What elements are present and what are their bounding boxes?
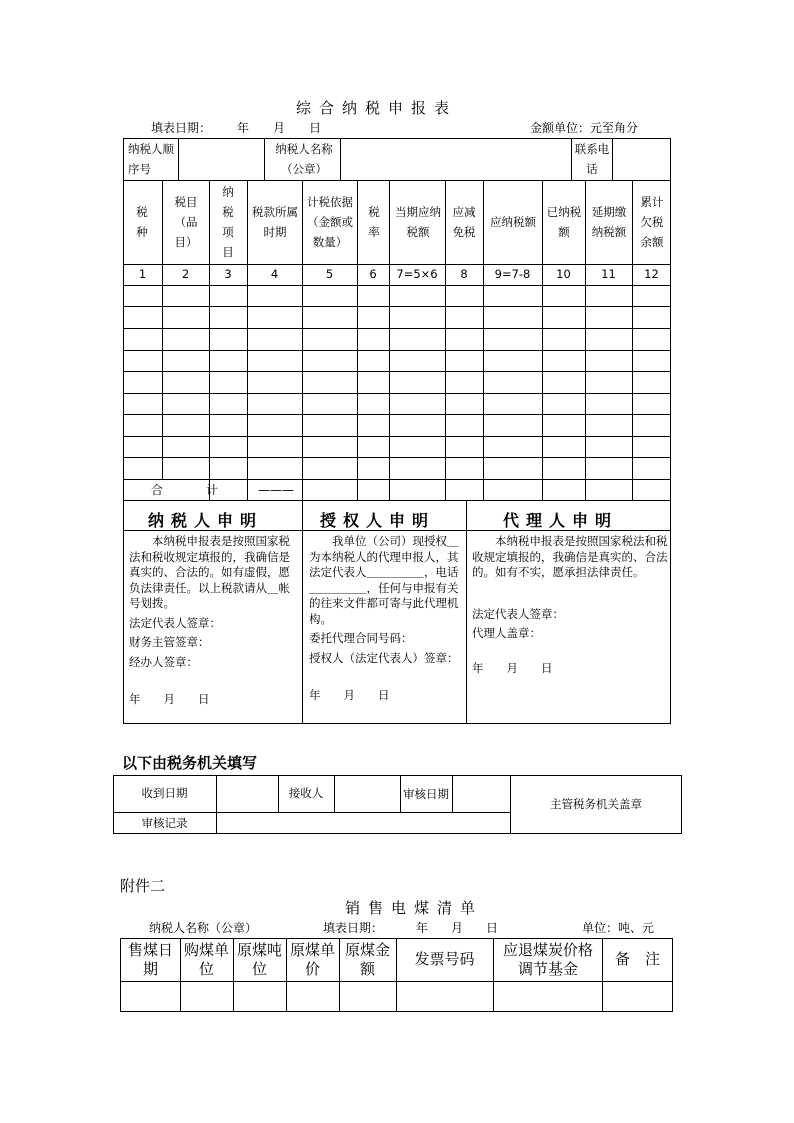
coal-col-tonnage: 原煤吨位 — [237, 940, 283, 978]
agent-declaration-title: 代理人申明 — [503, 511, 619, 530]
attachment-taxpayer-name: 纳税人名称（公章） — [149, 921, 258, 935]
col-number-8: 8 — [460, 267, 468, 281]
contact-phone-label: 联系电话 — [574, 142, 610, 176]
agent-legal-rep-label: 法定代表人签章： — [472, 606, 564, 621]
fill-date-day: 日 — [309, 121, 322, 135]
agent-declaration-text: 本纳税申报表是按照国家税法和税收规定填报的，我确信是真实的、合法的。如有不实，愿承担法律责任。 — [472, 534, 668, 579]
attachment-label: 附件二 — [120, 877, 166, 895]
col-number-9: 9=7-8 — [494, 267, 531, 281]
coal-col-refund-fund: 应退煤炭价格调节基金 — [502, 940, 593, 978]
col-number-2: 2 — [181, 267, 190, 281]
attachment-date-year: 年 — [416, 921, 429, 935]
attachment-date-month: 月 — [451, 921, 464, 935]
col-tax-paid: 已纳税额 — [546, 205, 582, 239]
authorization-declaration-title: 授权人申明 — [320, 511, 436, 530]
total-label-he: 合 — [151, 483, 164, 497]
col-tax-basis: 计税依据（金额或数量） — [307, 195, 353, 249]
taxpayer-handler-label: 经办人签章： — [129, 654, 198, 669]
total-dash: ——— — [258, 483, 294, 497]
authorization-declaration-date: 年 月 日 — [309, 688, 390, 702]
tax-office-heading: 以下由税务机关填写 — [122, 754, 258, 772]
col-number-6: 6 — [369, 267, 377, 281]
authorization-declaration-text: 我单位（公司）现授权＿为本纳税人的代理申报人，其法定代表人＿＿＿＿＿，电话＿＿＿＿＿，任何与申报有关的往来文件都可寄与此代理机构。 — [309, 534, 459, 626]
col-number-11: 11 — [601, 267, 616, 281]
col-number-3: 3 — [224, 267, 232, 281]
col-number-4: 4 — [270, 267, 279, 281]
coal-col-buyer: 购煤单位 — [184, 940, 230, 978]
taxpayer-declaration — [129, 534, 299, 670]
col-arrears-balance: 累计欠税余额 — [640, 195, 664, 249]
attachment-fill-date: 填表日期： — [323, 921, 384, 935]
col-tax-project: 纳税项目 — [222, 185, 234, 259]
col-tax-type: 税种 — [136, 205, 148, 239]
taxpayer-declaration-title: 纳税人申明 — [148, 511, 264, 530]
taxpayer-declaration-date: 年 月 日 — [129, 692, 210, 706]
authorization-contract-no-label: 委托代理合同号码： — [309, 631, 413, 645]
col-number-1: 1 — [138, 267, 147, 281]
col-tax-period: 税款所属时期 — [252, 205, 298, 239]
col-tax-rate: 税率 — [368, 205, 380, 239]
review-record-label: 审核记录 — [141, 815, 188, 830]
taxpayer-declaration-text: 本纳税申报表是按照国家税法和税收规定填报的，我确信是真实的、合法的。如有虚假，愿负法律责任。以上税款请从＿帐号划拨。 — [129, 534, 290, 610]
agent-declaration — [472, 534, 668, 642]
taxpayer-seq-label: 纳税人顺序号 — [128, 142, 174, 176]
fill-date-label: 填表日期： — [151, 121, 212, 135]
taxpayer-finance-head-label: 财务主管签章： — [129, 635, 210, 649]
receiver-label: 接收人 — [288, 786, 324, 800]
authorization-authorizer-label: 授权人（法定代表人）签章： — [309, 650, 459, 665]
agent-seal-label: 代理人盖章： — [472, 626, 541, 640]
col-number-7: 7=5×6 — [396, 267, 438, 281]
form-title: 综合纳税申报表 — [296, 99, 458, 117]
fill-date-year: 年 — [237, 121, 250, 135]
col-tax-reduction: 应减免税 — [452, 205, 476, 239]
col-tax-payable: 应纳税额 — [490, 215, 536, 229]
coal-col-sale-date: 售煤日期 — [128, 940, 174, 978]
review-date-label: 审核日期 — [403, 786, 449, 801]
total-label-ji: 计 — [206, 483, 219, 497]
attachment-unit: 单位：吨、元 — [582, 921, 655, 935]
col-tax-item: 税目（品目） — [174, 195, 198, 249]
col-current-tax: 当期应纳税额 — [395, 205, 441, 239]
col-number-12: 12 — [644, 267, 659, 281]
taxpayer-legal-rep-label: 法定代表人签章： — [129, 615, 221, 630]
amount-unit: 金额单位：元至角分 — [530, 121, 639, 135]
attachment-title: 销售电煤清单 — [345, 899, 484, 917]
col-deferred-tax: 延期缴纳税额 — [591, 205, 627, 239]
col-number-5: 5 — [325, 267, 334, 281]
coal-col-remarks: 备 注 — [614, 950, 660, 968]
attachment-date-day: 日 — [486, 921, 499, 935]
authorization-declaration — [309, 534, 461, 666]
coal-col-unit-price: 原煤单价 — [290, 940, 336, 978]
tax-office-seal-label: 主管税务机关盖章 — [550, 797, 642, 811]
coal-col-invoice-no: 发票号码 — [414, 950, 475, 968]
agent-declaration-date: 年 月 日 — [472, 661, 553, 675]
coal-col-amount: 原煤金额 — [344, 940, 390, 978]
received-date-label: 收到日期 — [141, 786, 188, 800]
fill-date-month: 月 — [273, 121, 286, 135]
col-number-10: 10 — [556, 267, 571, 281]
taxpayer-name-label: 纳税人名称（公章） — [275, 142, 333, 176]
